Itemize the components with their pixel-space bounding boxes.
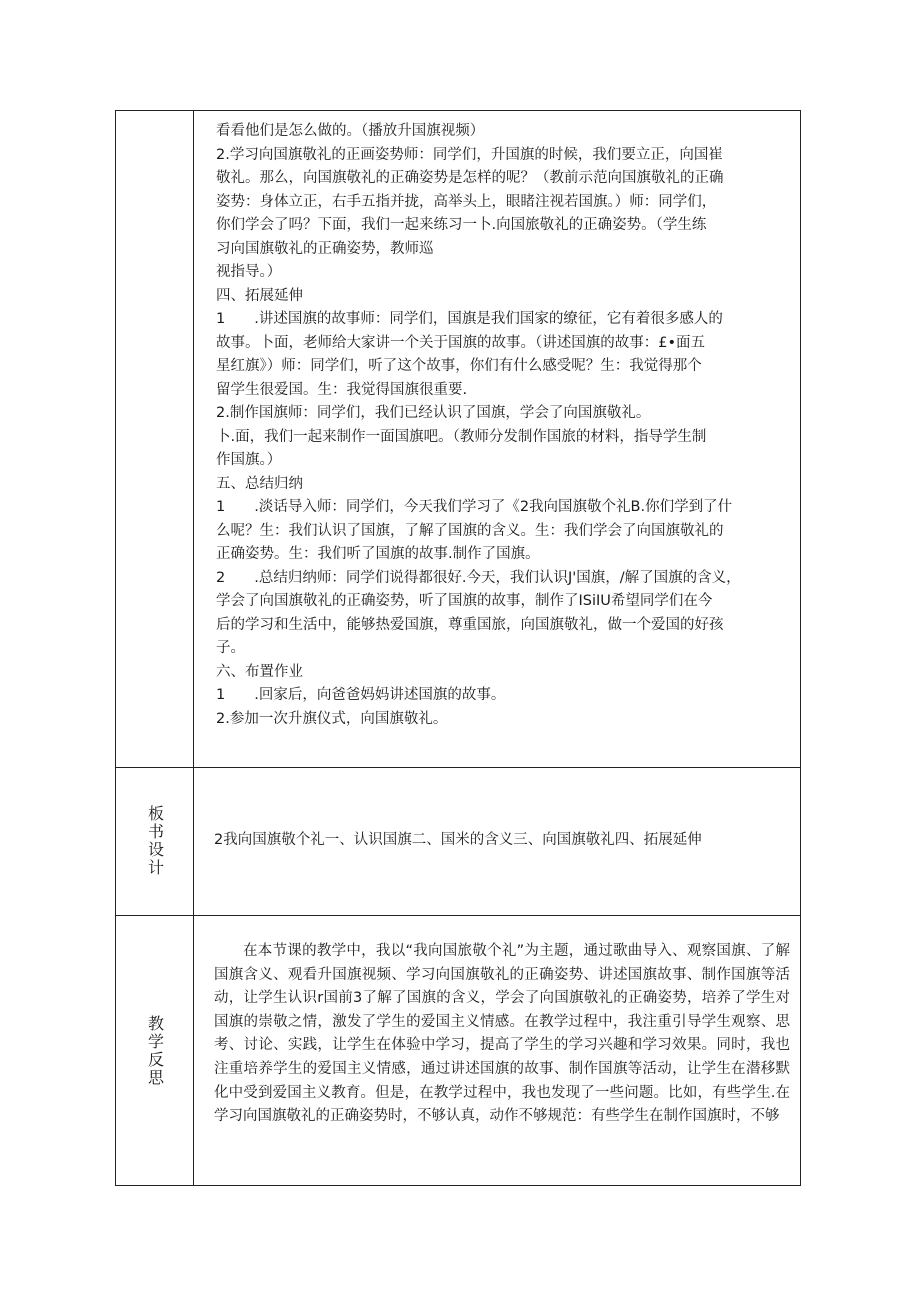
lesson-line: 2.学习向国旗敬礼的正画姿势师：同学们，升国旗的时候，我们要立正，向国崔	[216, 146, 723, 163]
row-divider	[116, 915, 800, 916]
lesson-line: 后的学习和生活中，能够热爱国旗，尊重国旅，向国旗敬礼，做一个爱国的好孩	[216, 616, 724, 633]
lesson-line: 2.制作国旗师：同学们，我们已经认识了国旗，学会了向国旗敬礼。	[216, 405, 651, 421]
lesson-plan-table	[115, 110, 801, 1186]
lesson-line: 姿势：身体立正，右手五指并拢，高举头上，眼睹注视若国旗。）师：同学们，	[216, 193, 717, 210]
lesson-line: 1 .讲述国旗的故事师：同学们，国旗是我们国家的缭征，它有着很多感人的	[216, 311, 723, 327]
column-divider	[193, 111, 194, 1185]
board-design-text: 2我向国旗敬个礼一、认识国旗二、国米的含义三、向国旗敬礼四、拓展延伸	[214, 832, 702, 848]
row-divider	[116, 767, 800, 768]
board-design-label-cell	[116, 767, 193, 915]
reflection-label-cell	[116, 915, 193, 1187]
lesson-line: 作国旗。）	[216, 452, 282, 468]
reflection-text: 在本节课的教学中，我以“我向国旅敬个礼”为主题，通过歌曲导入、观察国旗、了解国旗含义、观看升国旗视频、学习向国旗敬礼的正确姿势、讲述国旗故事、制作国旗等活动，让学生认识r国前3了解了国旗的含义，学会了向国旗敬礼的正确姿势，培养了学生对国旗的崇敬之情，激发了学生的爱国主义情感。在教学过程中，我注重引导学生观察、思考、讨论、实践，让学生在体验中学习，提高了学生的学习兴趣和学习效果。同时，我也注重培养学生的爱国主义情感，通过讲述国旗的故事、制作国旗等活动，让学生在潜移默化中受到爱国主义教育。但是，在教学过程中，我也发现了一些问题。比如，有些学生.在学习向国旗敬礼的正确姿势时，不够认真，动作不够规范：有些学生在制作国旗时，不够	[214, 943, 790, 1125]
lesson-line: 四、拓展延伸	[216, 287, 303, 304]
lesson-line: 视指导。）	[216, 264, 282, 280]
lesson-process-cell	[216, 120, 784, 731]
lesson-line: 2.参加一次升旗仪式，向国旗敬礼。	[216, 710, 448, 727]
lesson-line: 六、布置作业	[216, 663, 303, 680]
lesson-line: 你们学会了吗？下面，我们一起来练习一卜.向国旅敬礼的正确姿势。（学生练	[216, 217, 707, 233]
lesson-line: 2 .总结归纳师：同学们说得都很好.今天，我们认识J'国旗，/解了国旗的含义，	[216, 569, 741, 586]
reflection-label: 教学反思	[145, 1015, 165, 1087]
board-design-label: 板书设计	[145, 805, 165, 877]
lesson-line: 敬礼。那么，向国旗敬礼的正确姿势是怎样的呢？（教前示范向国旗敬礼的正确	[216, 170, 724, 186]
lesson-line: 星红旗》）师：同学们，听了这个故事，你们有什么感受呢？生：我觉得那个	[216, 358, 702, 374]
lesson-line: 1 .回家后，向爸爸妈妈讲述国旗的故事。	[216, 687, 506, 703]
lesson-line: 学会了向国旗敬礼的正确姿势，听了国旗的故事，制作了ISiIU希望同学们在今	[216, 593, 713, 609]
lesson-line: 习向国旗敬礼的正确姿势，教师巡	[216, 240, 434, 257]
lesson-line: 正确姿势。生：我们听了国旗的故事.制作了国旗。	[216, 546, 540, 562]
lesson-line: 看看他们是怎么做的。（播放升国旗视频）	[216, 123, 485, 139]
lesson-line: 1 .淡话导入师：同学们，今天我们学习了《2我向国旗敬个礼B.你们学到了什	[216, 499, 733, 515]
lesson-line: 留学生很爱国。生：我觉得国旗很重要.	[216, 381, 468, 398]
lesson-line: 五、总结归纳	[216, 475, 303, 492]
lesson-line: 子。	[216, 640, 245, 656]
lesson-line: 么呢？生：我们认识了国旗，了解了国旗的含义。生：我们学会了向国旗敬礼的	[216, 522, 724, 539]
lesson-line: 故事。卜面，老师给大家讲一个关于国旗的故事。（讲述国旗的故事：£•面五	[216, 334, 706, 351]
lesson-line: 卜.面，我们一起来制作一面国旗吧。（教师分发制作国旅的材料，指导学生制	[216, 428, 707, 445]
